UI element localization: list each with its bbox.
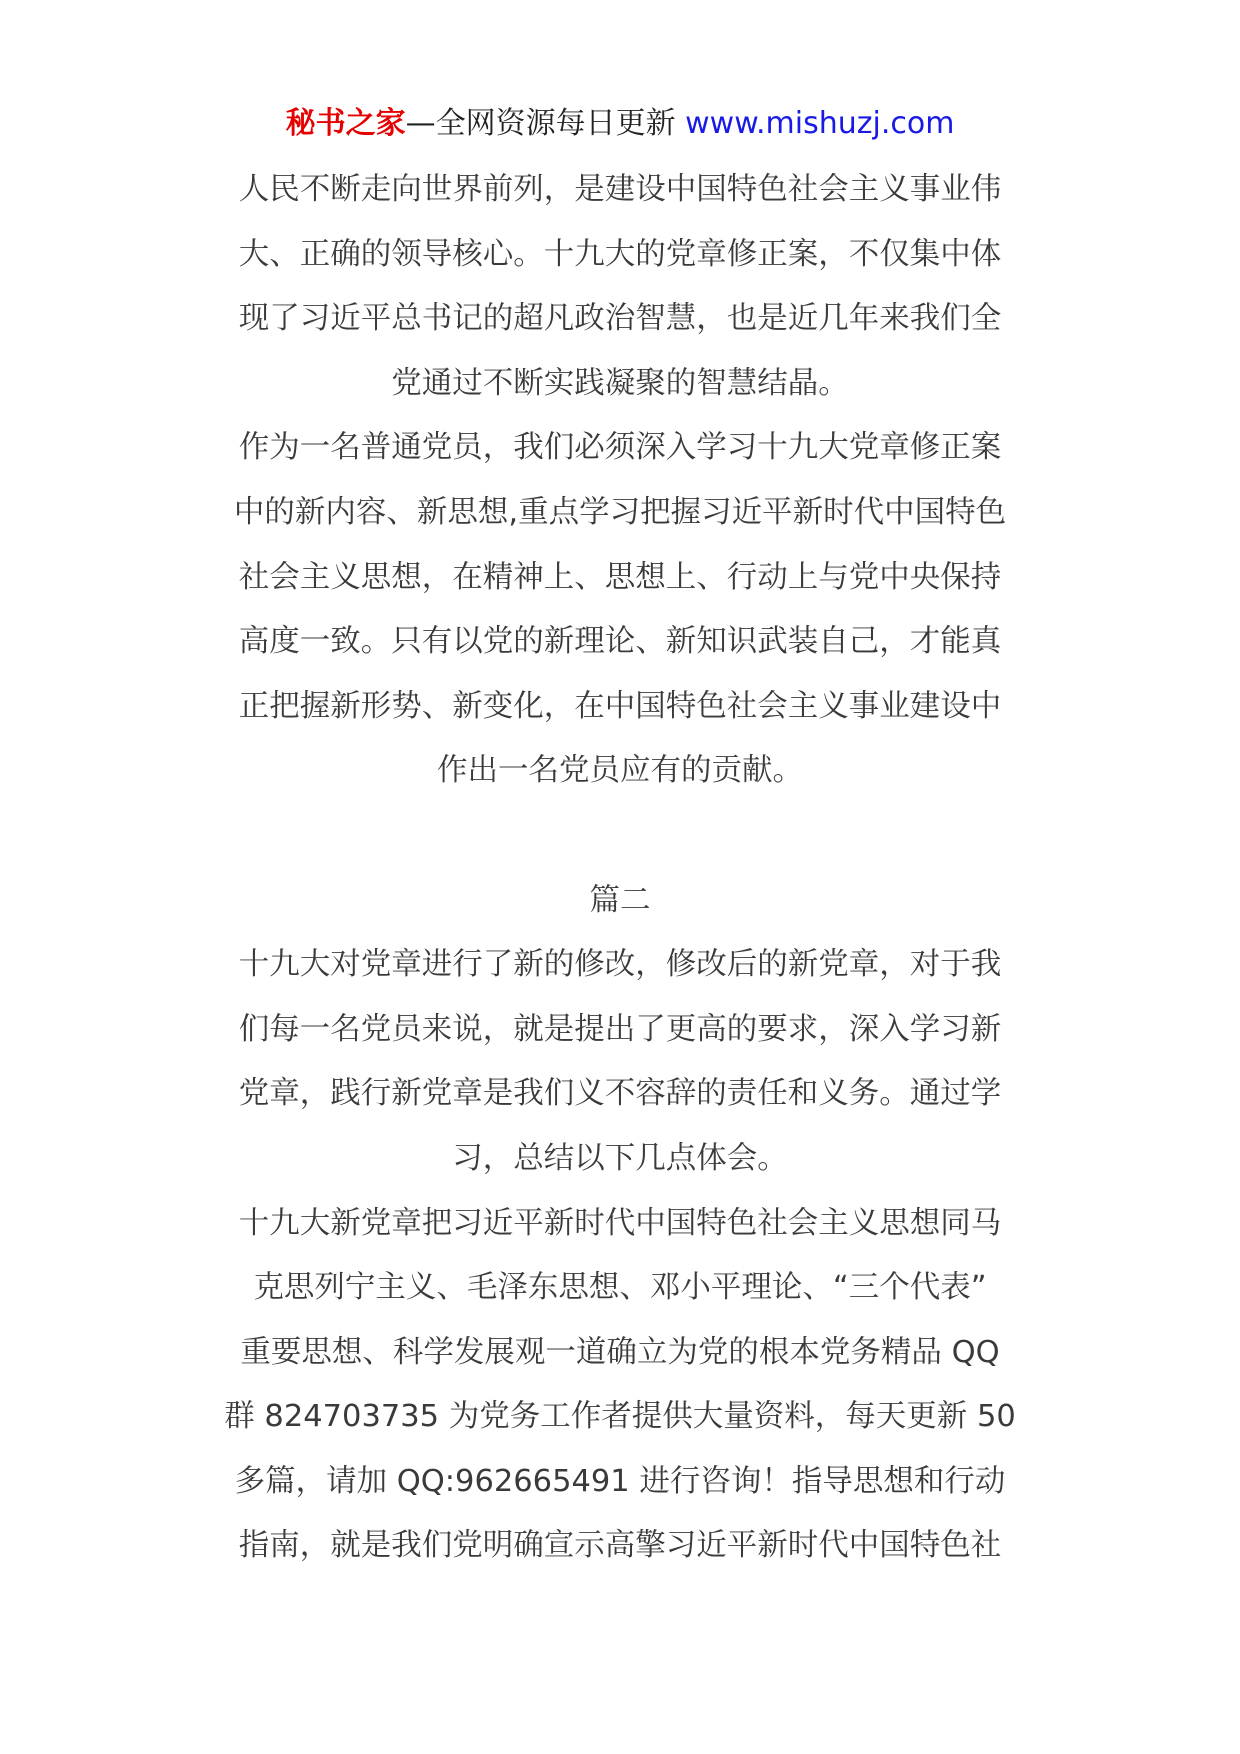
text-line: 高度一致。只有以党的新理论、新知识武装自己，才能真 [238, 624, 1002, 660]
blank-line [195, 804, 1045, 869]
text-line: 社会主义思想，在精神上、思想上、行动上与党中央保持 [238, 559, 1002, 595]
text-line: 中的新内容、新思想,重点学习把握习近平新时代中国特色 [233, 494, 1007, 530]
site-url-link[interactable]: www.mishuzj.com [685, 106, 955, 141]
text-line: 十九大对党章进行了新的修改，修改后的新党章，对于我 [238, 947, 1002, 983]
text-line: 重要思想、科学发展观一道确立为党的根本党务精品 QQ [240, 1334, 1000, 1370]
text-line: 多篇，请加 QQ:962665491 进行咨询！指导思想和行动 [234, 1463, 1006, 1499]
brand-name: 秘书之家 [285, 106, 406, 141]
text-line: 作为一名普通党员，我们必须深入学习十九大党章修正案 [238, 430, 1002, 466]
text-line: 党章，践行新党章是我们义不容辞的责任和义务。通过学 [238, 1076, 1002, 1112]
text-line: 作出一名党员应有的贡献。 [437, 753, 803, 789]
text-line: 们每一名党员来说，就是提出了更高的要求，深入学习新 [238, 1011, 1002, 1047]
text-line: 党通过不断实践凝聚的智慧结晶。 [391, 365, 849, 401]
text-line: 习，总结以下几点体会。 [452, 1140, 788, 1176]
header-tagline: —全网资源每日更新 [405, 106, 686, 141]
text-line: 十九大新党章把习近平新时代中国特色社会主义思想同马 [238, 1205, 1002, 1241]
text-line: 指南，就是我们党明确宣示高擎习近平新时代中国特色社 [238, 1528, 1002, 1564]
section-title: 篇二 [589, 882, 651, 918]
text-line: 现了习近平总书记的超凡政治智慧，也是近几年来我们全 [238, 301, 1002, 337]
text-line: 大、正确的领导核心。十九大的党章修正案，不仅集中体 [238, 236, 1002, 272]
page-header [0, 102, 1240, 146]
text-line: 克思列宁主义、毛泽东思想、邓小平理论、“三个代表” [253, 1270, 987, 1306]
text-line: 正把握新形势、新变化，在中国特色社会主义事业建设中 [238, 688, 1002, 724]
article-body [195, 158, 1045, 1579]
text-line: 群 824703735 为党务工作者提供大量资料，每天更新 50 [224, 1399, 1016, 1435]
text-line: 人民不断走向世界前列，是建设中国特色社会主义事业伟 [238, 172, 1002, 207]
